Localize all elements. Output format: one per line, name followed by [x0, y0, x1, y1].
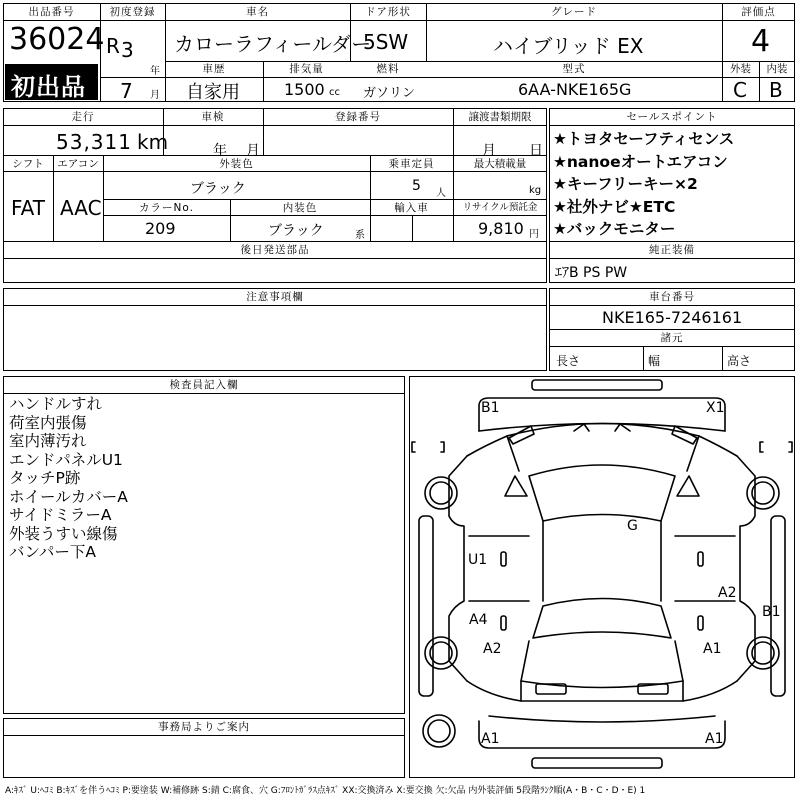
- mileage: 53,311: [56, 130, 132, 154]
- month-unit: 月: [150, 90, 160, 101]
- chassis-no-label: 車台番号: [649, 291, 695, 303]
- door-type: 5SW: [363, 30, 409, 54]
- mileage-unit: km: [137, 130, 169, 154]
- sales-point: ★社外ナビ★ETC: [553, 197, 676, 216]
- shift: FAT: [11, 196, 46, 220]
- damage-mark: A1: [481, 731, 500, 747]
- ext-color-label: 外装色: [219, 158, 254, 170]
- sales-point: ★キーフリーキー×2: [553, 175, 698, 193]
- inspection-label: 車検: [201, 111, 225, 123]
- reg-month: 7: [120, 79, 133, 103]
- damage-mark: A1: [705, 731, 724, 747]
- inspection-month-unit: 月: [246, 143, 260, 159]
- note-line: 荷室内張傷: [9, 413, 87, 432]
- inspector-notes-list: [9, 395, 128, 562]
- load-unit: kg: [529, 185, 542, 196]
- damage-mark: B1: [481, 400, 500, 416]
- displacement-label: 排気量: [289, 63, 324, 75]
- damage-mark: A1: [703, 641, 722, 657]
- sales-point: ★トヨタセーフティセンス: [553, 130, 735, 148]
- doc-day-unit: 日: [529, 143, 543, 159]
- fuel-label: 燃料: [376, 63, 400, 75]
- sales-points-label: セールスポイント: [626, 111, 718, 123]
- reg-no-label: 登録番号: [335, 111, 381, 123]
- note-line: 外装うすい線傷: [9, 524, 118, 543]
- caution-label: 注意事項欄: [246, 291, 304, 303]
- note-line: ホイールカバーA: [9, 487, 128, 506]
- interior-grade-label: 内装: [766, 63, 788, 75]
- interior-grade: B: [769, 78, 783, 102]
- sales-point: ★nanoeオートエアコン: [553, 152, 728, 171]
- lot-number: 36024: [9, 22, 105, 57]
- displacement-unit: cc: [329, 87, 340, 98]
- note-line: 室内薄汚れ: [9, 432, 87, 450]
- model-code-label: 型式: [562, 63, 586, 75]
- car-name: カローラフィールダー: [174, 32, 372, 56]
- score: 4: [751, 24, 771, 59]
- int-color-label: 内装色: [282, 202, 318, 214]
- color-no: 209: [145, 219, 176, 238]
- note-line: サイドミラーA: [9, 506, 112, 524]
- capacity-unit: 人: [436, 188, 446, 199]
- capacity: 5: [412, 178, 421, 194]
- damage-mark: A2: [483, 641, 502, 657]
- exterior-grade-label: 外装: [730, 63, 751, 75]
- int-color: ブラック: [268, 223, 324, 239]
- standard-equip: ｴｱB PS PW: [555, 265, 628, 281]
- mileage-label: 走行: [71, 111, 95, 123]
- width-label: 幅: [648, 354, 661, 368]
- max-load-label: 最大積載量: [473, 158, 527, 170]
- recycle-amount: 9,810: [478, 219, 524, 238]
- note-line: タッチP跡: [9, 469, 81, 487]
- damage-mark: A4: [469, 612, 488, 628]
- damage-mark: A2: [718, 585, 737, 601]
- note-line: ハンドルすれ: [9, 395, 103, 413]
- transfer-doc-label: 譲渡書類期限: [468, 111, 532, 123]
- ext-color: ブラック: [190, 181, 246, 197]
- note-line: バンパー下A: [9, 543, 97, 561]
- later-parts-label: 後日発送部品: [240, 244, 310, 256]
- history-label: 車歴: [202, 63, 226, 75]
- damage-legend: A:ｷｽﾞ U:ﾍｺﾐ B:ｷｽﾞを伴うﾍｺﾐ P:要塗装 W:補修跡 S:錆 C:腐食、穴 G:ﾌﾛﾝﾄｶﾞﾗｽ点ｷｽﾞ XX:交換済み X:要交換 欠:欠品 内外装評価 5段階ﾗﾝｸ順(A・B・C・D・E) 1: [5, 786, 646, 796]
- damage-mark: G: [627, 518, 638, 534]
- standard-equip-label: 純正装備: [649, 244, 695, 256]
- inspector-notes-label: 検査員記入欄: [169, 379, 239, 391]
- recycle-label: リサイクル預託金: [462, 202, 538, 213]
- reg-year: 3: [121, 38, 134, 62]
- displacement: 1500: [284, 80, 325, 99]
- import-label: 輸入車: [394, 202, 429, 214]
- sales-point: ★バックモニター: [553, 220, 676, 238]
- recycle-unit: 円: [529, 229, 539, 240]
- door-type-label: ドア形状: [365, 6, 411, 18]
- damage-mark: U1: [468, 552, 488, 568]
- car-outline-diagram: [409, 376, 795, 778]
- color-no-label: カラーNo.: [139, 202, 194, 214]
- dimensions-label: 諸元: [660, 332, 684, 344]
- fuel: ガソリン: [363, 86, 416, 101]
- chassis-no: NKE165-7246161: [602, 308, 743, 327]
- aircon: AAC: [60, 196, 102, 220]
- history: 自家用: [186, 82, 240, 103]
- model-code: 6AA-NKE165G: [518, 80, 632, 99]
- grade: ハイブリッド EX: [493, 34, 644, 58]
- length-label: 長さ: [556, 354, 581, 368]
- damage-mark: X1: [706, 400, 725, 416]
- grade-label: グレード: [551, 6, 597, 18]
- first-reg-label: 初度登録: [109, 6, 156, 18]
- score-label: 評価点: [741, 6, 776, 18]
- inspection-year-unit: 年: [213, 143, 227, 159]
- sales-points-list: [553, 128, 734, 241]
- shift-label: シフト: [12, 158, 44, 170]
- era: R: [106, 34, 120, 58]
- doc-month-unit: 月: [482, 143, 496, 159]
- lot-no-label: 出品番号: [28, 6, 75, 18]
- damage-mark: B1: [762, 604, 781, 620]
- int-color-suffix: 系: [355, 230, 365, 241]
- exterior-grade: C: [733, 78, 747, 102]
- note-line: エンドパネルU1: [9, 450, 123, 469]
- office-notice-label: 事務局よりご案内: [158, 721, 250, 733]
- aircon-label: エアコン: [57, 158, 99, 170]
- car-name-label: 車名: [246, 6, 269, 18]
- capacity-label: 乗車定員: [388, 158, 435, 170]
- year-unit: 年: [150, 66, 160, 77]
- first-time-text: 初出品: [11, 73, 86, 101]
- height-label: 高さ: [727, 354, 752, 368]
